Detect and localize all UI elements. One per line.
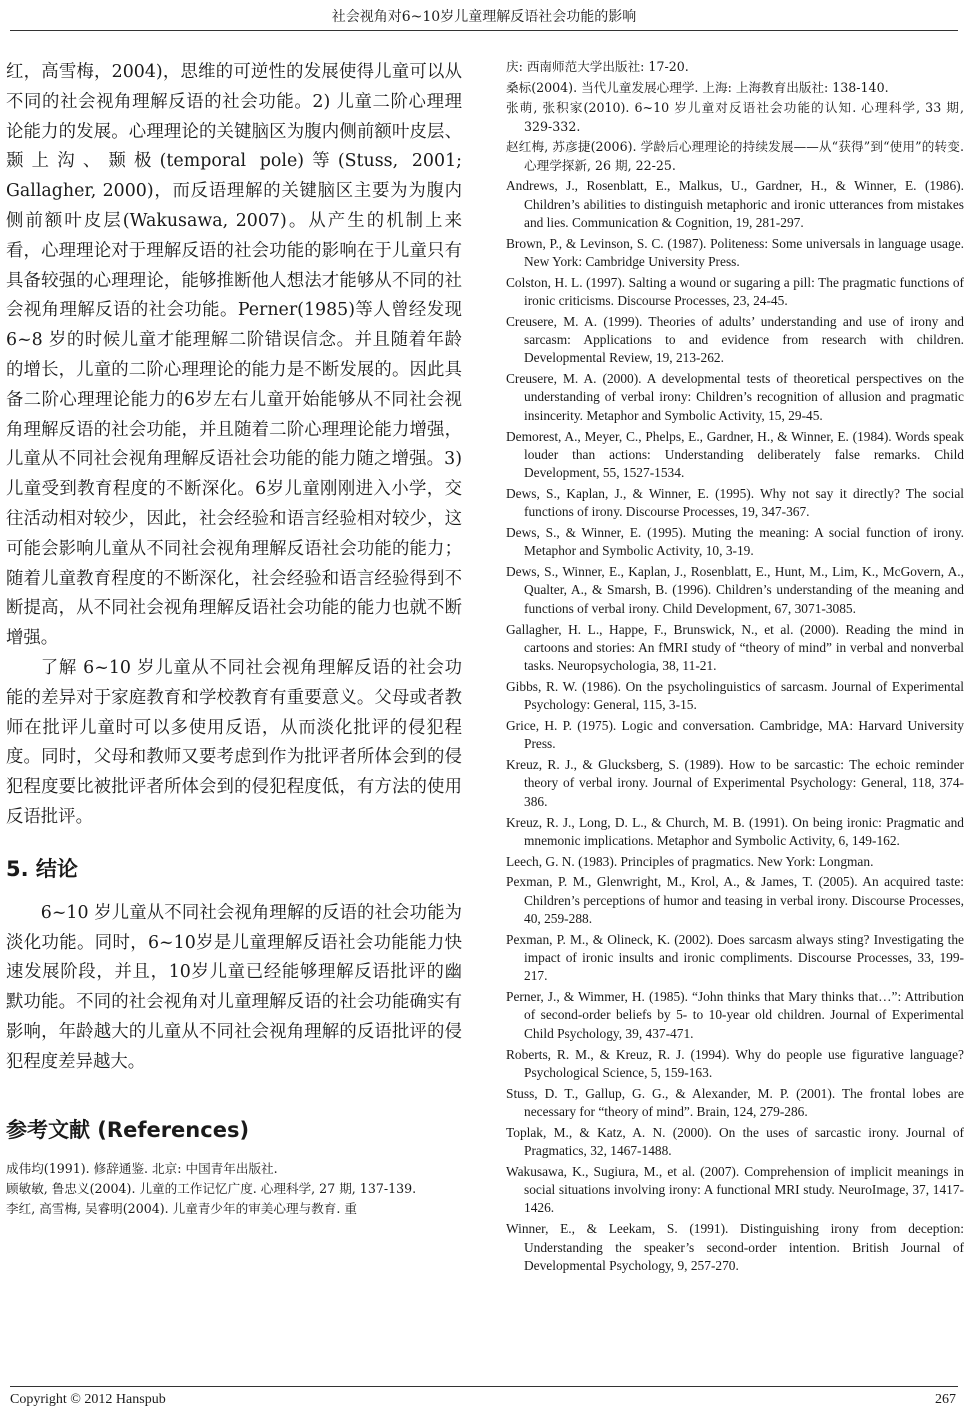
copyright-notice: Copyright © 2012 Hanspub	[10, 1392, 166, 1407]
footer-divider	[10, 1386, 958, 1387]
reference-item: 赵红梅, 苏彦捷(2006). 学龄后心理理论的持续发展——从“获得”到“使用”的转变. 心理学探新, 26 期, 22-25.	[506, 139, 964, 173]
reference-item: Demorest, A., Meyer, C., Phelps, E., Gardner, H., & Winner, E. (1984). Words speak louder than actions: Understanding deliberately false remarks. Child Development, 55, 1527-1534.	[506, 428, 964, 481]
reference-item: Brown, P., & Levinson, S. C. (1987). Politeness: Some universals in language usage. New York: Cambridge University Press.	[506, 235, 964, 269]
reference-item: Andrews, J., Rosenblatt, E., Malkus, U., Gardner, H., & Winner, E. (1986). Children’s abilities to distinguish metaphoric and ironic utterances from mistakes and lies. Communication & Cognition, 19, 281-297.	[506, 178, 964, 230]
reference-item: 李红, 高雪梅, 吴睿明(2004). 儿童青少年的审美心理与教育. 重	[6, 1200, 357, 1216]
reference-item: Toplak, M., & Katz, A. N. (2000). On the uses of sarcastic irony. Journal of Pragmatics, 32, 1467-1488.	[506, 1124, 964, 1159]
section-5-title: 5. 结论	[6, 856, 78, 881]
right-column	[506, 58, 964, 1278]
reference-item: Creusere, M. A. (1999). Theories of adults’ understanding and use of irony and sarcasm: Applications to and evidence from research with children. Developmental Review, 19, 213-262.	[506, 313, 964, 366]
page-number: 267	[935, 1392, 956, 1407]
body-paragraph-3: 6~10 岁儿童从不同社会视角理解的反语的社会功能为淡化功能。同时，6~10岁是儿童理解反语社会功能能力快速发展阶段，并且，10岁儿童已经能够理解反语批评的幽默功能。不同的社会视角对儿童理解反语的社会功能确实有影响，年龄越大的儿童从不同社会视角理解的反语批评的侵犯程度差异越大。	[6, 902, 462, 1072]
reference-item: Dews, S., Winner, E., Kaplan, J., Rosenblatt, E., Hunt, M., Lim, K., McGovern, A., Qualter, A., & Smarsh, B. (1996). Children’s understanding of the meaning and functions of verbal irony. Child Development, 67, 3071-3085.	[506, 564, 964, 616]
reference-item: Dews, S., Kaplan, J., & Winner, E. (1995). Why not say it directly? The social functions of irony. Discourse Processes, 19, 347-367.	[506, 485, 964, 520]
reference-item: Gibbs, R. W. (1986). On the psycholinguistics of sarcasm. Journal of Experimental Psychology: General, 115, 3-15.	[506, 678, 964, 713]
body-paragraph-2: 了解 6~10 岁儿童从不同社会视角理解反语的社会功能的差异对于家庭教育和学校教育有重要意义。父母或者教师在批评儿童时可以多使用反语，从而淡化批评的侵犯程度。同时，父母和教师又要考虑到作为批评者所体会到的侵犯程度要比被批评者所体会到的侵犯程度低，有方法的使用反语批评。	[6, 657, 462, 827]
reference-item: Leech, G. N. (1983). Principles of pragmatics. New York: Longman.	[506, 853, 874, 869]
reference-item: Colston, H. L. (1997). Salting a wound or sugaring a pill: The pragmatic functions of ironic criticisms. Discourse Processes, 23, 24-45.	[506, 274, 964, 308]
reference-item: Kreuz, R. J., Long, D. L., & Church, M. B. (1991). On being ironic: Pragmatic and mnemonic implications. Metaphor and Symbolic Activity, 6, 149-162.	[506, 814, 964, 848]
reference-item: 桑标(2004). 当代儿童发展心理学. 上海: 上海教育出版社: 138-140.	[506, 79, 889, 95]
reference-item: Stuss, D. T., Gallup, G. G., & Alexander, M. P. (2001). The frontal lobes are necessary for “theory of mind”. Brain, 124, 279-286.	[506, 1085, 964, 1119]
reference-item: Grice, H. P. (1975). Logic and conversation. Cambridge, MA: Harvard University Press.	[506, 718, 964, 752]
body-paragraph-1: 红，高雪梅，2004)，思维的可逆性的发展使得儿童可以从不同的社会视角理解反语的社会功能。2) 儿童二阶心理理论能力的发展。心理理论的关键脑区为腹内侧前额叶皮层、颞上沟、颞极(temporal pole)等(Stuss, 2001; Gallagher, 2000)，而反语理解的关键脑区主要为为腹内侧前额叶皮层(Wakusawa, 2007)。从产生的机制上来看，心理理论对于理解反语的社会功能的影响在于儿童只有具备较强的心理理论，能够推断他人想法才能够从不同的社会视角理解反语的社会功能。Perner(1985)等人曾经发现 6~8 岁的时候儿童才能理解二阶错误信念。并且随着年龄的增长，儿童的二阶心理理论的能力是不断发展的。因此具备二阶心理理论能力的6岁左右儿童开始能够从不同社会视角理解反语的社会功能，并且随着二阶心理理论能力增强，儿童从不同社会视角理解反语社会功能的能力随之增强。3) 儿童受到教育程度的不断深化。6岁儿童刚刚进入小学，交往活动相对较少，因此，社会经验和语言经验相对较少，这可能会影响儿童从不同社会视角理解反语社会功能的能力；随着儿童教育程度的不断深化，社会经验和语言经验得到不断提高，从不同社会视角理解反语社会功能的能力也就不断增强。	[6, 62, 462, 649]
reference-item: Perner, J., & Wimmer, H. (1985). “John thinks that Mary thinks that…”: Attribution of second-order beliefs by 5- to 10-year old children. Journal of Experimental Child Psychology, 39, 437-471.	[506, 989, 964, 1041]
left-column	[6, 58, 462, 1220]
reference-item: 顾敏敏, 鲁忠义(2004). 儿童的工作记忆广度. 心理科学, 27 期, 137-139.	[6, 1180, 417, 1196]
reference-item: 成伟均(1991). 修辞通鉴. 北京: 中国青年出版社.	[6, 1160, 278, 1176]
header-divider	[10, 30, 958, 31]
references-title: 参考文献 (References)	[6, 1117, 250, 1142]
reference-item: Wakusawa, K., Sugiura, M., et al. (2007). Comprehension of implicit meanings in social situations involving irony: A functional MRI study. NeuroImage, 37, 1417-1426.	[506, 1163, 964, 1216]
running-header: 社会视角对6~10岁儿童理解反语社会功能的影响	[331, 9, 637, 25]
reference-item: Winner, E., & Leekam, S. (1991). Distinguishing irony from deception: Understanding the speaker’s second-order intention. British Journal of Developmental Psychology, 9, 257-270.	[506, 1221, 964, 1273]
reference-item: Pexman, P. M., Glenwright, M., Krol, A., & James, T. (2005). An acquired taste: Children’s perceptions of humor and teasing in verbal irony. Discourse Processes, 40, 259-288.	[506, 874, 964, 926]
reference-item: Pexman, P. M., & Olineck, K. (2002). Does sarcasm always sting? Investigating the impact of ironic insults and ironic compliments. Discourse Processes, 33, 199-217.	[506, 931, 964, 984]
reference-item: Kreuz, R. J., & Glucksberg, S. (1989). How to be sarcastic: The echoic reminder theory of verbal irony. Journal of Experimental Psychology: General, 118, 374-386.	[506, 757, 964, 809]
reference-item: 张萌, 张积家(2010). 6~10 岁儿童对反语社会功能的认知. 心理科学, 33 期, 329-332.	[506, 100, 964, 134]
reference-item: Gallagher, H. L., Happe, F., Brunswick, N., et al. (2000). Reading the mind in cartoons and stories: An fMRI study of “theory of mind” in verbal and nonverbal tasks. Neuropsychologia, 38, 11-21.	[506, 621, 964, 674]
reference-item: Creusere, M. A. (2000). A developmental tests of theoretical perspectives on the understanding of verbal irony: Children’s recognition of allusion and pragmatic insincerity. Metaphor and Symbolic Activity, 15, 29-45.	[506, 371, 964, 423]
reference-item: Dews, S., & Winner, E. (1995). Muting the meaning: A social function of irony. Metaphor and Symbolic Activity, 10, 3-19.	[506, 525, 964, 559]
reference-item: 庆: 西南师范大学出版社: 17-20.	[506, 59, 689, 74]
reference-item: Roberts, R. M., & Kreuz, R. J. (1994). Why do people use figurative language? Psychological Science, 5, 159-163.	[506, 1046, 964, 1080]
